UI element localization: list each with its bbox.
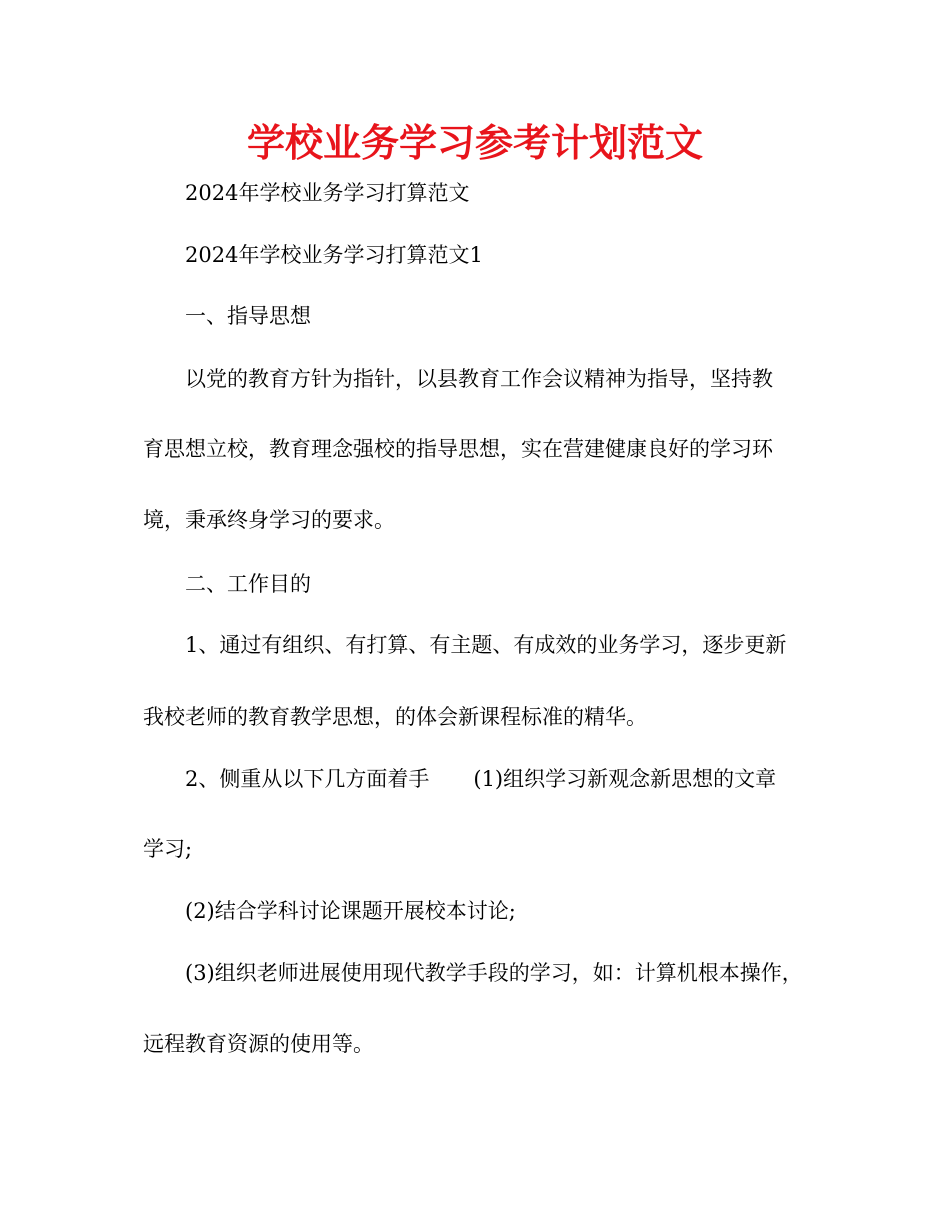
section-heading-line: 2024年学校业务学习打算范文1 bbox=[185, 243, 483, 267]
item-2-lead: 2、侧重从以下几方面着手 bbox=[185, 767, 430, 791]
item-2-sub-1: (1)组织学习新观念新思想的文章 bbox=[473, 767, 777, 791]
paragraph-line bbox=[185, 764, 776, 794]
paragraph-line: 我校老师的教育教学思想，的体会新课程标准的精华。 bbox=[143, 705, 647, 729]
paragraph-line: 远程教育资源的使用等。 bbox=[143, 1032, 374, 1056]
subtitle-line: 2024年学校业务学习打算范文 bbox=[185, 181, 470, 205]
document-title: 学校业务学习参考计划范文 bbox=[246, 121, 703, 165]
paragraph-line: (3)组织老师进展使用现代教学手段的学习，如：计算机根本操作， bbox=[185, 961, 803, 985]
paragraph-line: 境，秉承终身学习的要求。 bbox=[143, 508, 395, 532]
paragraph-line: 育思想立校，教育理念强校的指导思想，实在营建健康良好的学习环 bbox=[143, 437, 773, 461]
heading-work-goal: 二、工作目的 bbox=[185, 572, 311, 596]
paragraph-line: 1、通过有组织、有打算、有主题、有成效的业务学习，逐步更新 bbox=[185, 633, 787, 657]
paragraph-line: 以党的教育方针为指针，以县教育工作会议精神为指导，坚持教 bbox=[185, 367, 773, 391]
paragraph-line: (2)结合学科讨论课题开展校本讨论; bbox=[185, 899, 516, 923]
paragraph-line: 学习; bbox=[143, 837, 193, 861]
heading-guiding-ideology: 一、指导思想 bbox=[185, 304, 311, 328]
